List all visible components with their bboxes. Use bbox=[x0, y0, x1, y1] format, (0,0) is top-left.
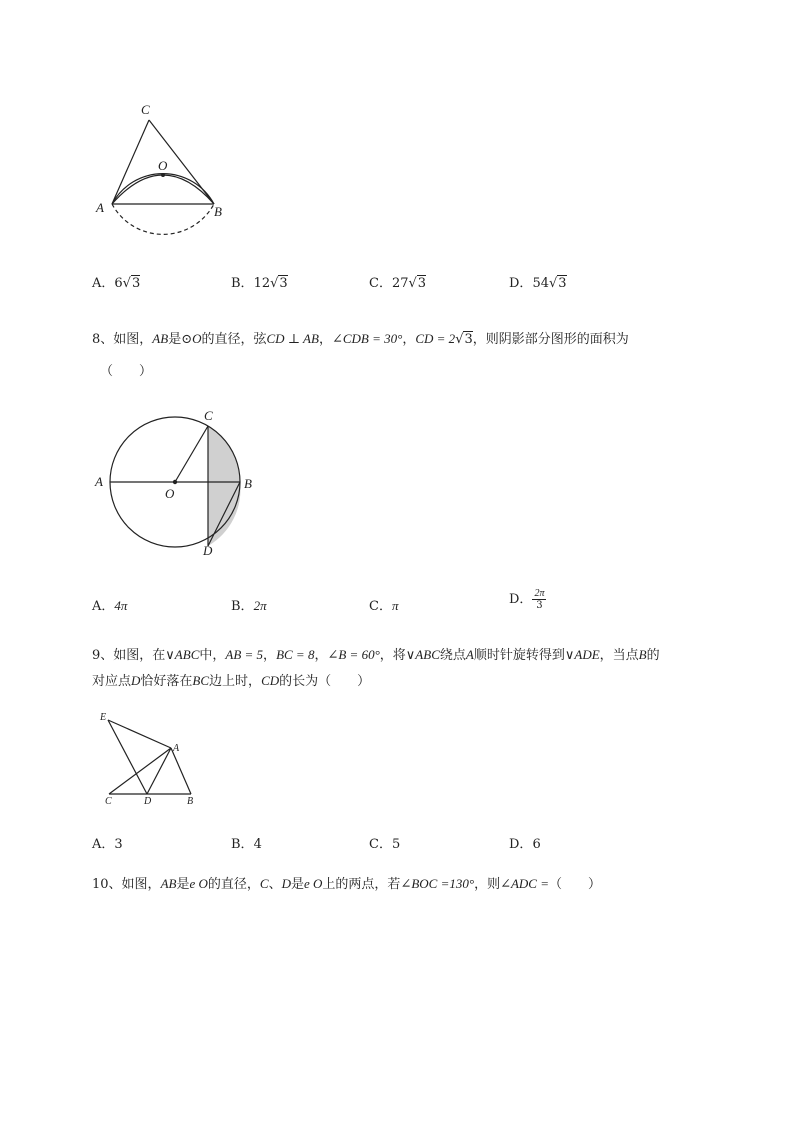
stem-text: 上的两点，若 bbox=[322, 877, 401, 892]
stem-text: 边上时， bbox=[209, 674, 262, 689]
q9-stem-line1 bbox=[92, 644, 660, 663]
sqrt-sign: √ bbox=[455, 332, 464, 347]
math-term: ∨ADE bbox=[564, 647, 600, 662]
math-term: A bbox=[465, 647, 474, 662]
stem-text: 绕点 bbox=[439, 648, 466, 663]
stem-text: 的直径， bbox=[207, 877, 260, 892]
center-point-o bbox=[173, 480, 177, 484]
option-value: 2π bbox=[253, 598, 267, 613]
label-c: C bbox=[204, 408, 213, 423]
option-value: 4π bbox=[114, 598, 128, 613]
stem-text: 是⊙ bbox=[168, 332, 193, 347]
stem-text: 如图， bbox=[113, 332, 153, 347]
math-term: AB bbox=[152, 331, 169, 346]
math-term: BC = 8 bbox=[276, 647, 315, 662]
shaded-region bbox=[208, 426, 240, 546]
q8-option-d[interactable] bbox=[509, 588, 546, 611]
option-letter: D． bbox=[509, 592, 533, 607]
stem-text: 是 bbox=[176, 877, 190, 892]
label-c: C bbox=[141, 102, 150, 117]
segment-ac bbox=[112, 120, 149, 204]
sqrt-radicand: 3 bbox=[279, 276, 288, 291]
sqrt-radicand: 3 bbox=[417, 276, 427, 291]
math-term: C bbox=[259, 876, 269, 891]
fraction bbox=[532, 588, 546, 611]
option-letter: C． bbox=[369, 599, 392, 614]
q8-option-a[interactable] bbox=[92, 595, 127, 614]
stem-text: ，则 bbox=[474, 877, 501, 892]
math-term: CD ⊥ AB bbox=[266, 331, 319, 346]
q7-option-d[interactable] bbox=[509, 272, 567, 291]
sqrt-sign: √ bbox=[122, 276, 131, 291]
q9-option-a[interactable] bbox=[92, 833, 123, 852]
stem-text: 恰好落在 bbox=[140, 674, 193, 689]
q9-option-d[interactable] bbox=[509, 833, 541, 852]
stem-text: 是 bbox=[290, 877, 304, 892]
option-letter: C． bbox=[369, 276, 392, 291]
stem-text: ， bbox=[402, 332, 416, 347]
option-letter: B． bbox=[231, 837, 254, 852]
circle-minor-arc-dashed bbox=[112, 204, 214, 234]
math-term: ∠CDB = 30° bbox=[331, 331, 403, 346]
math-term: D bbox=[131, 673, 141, 688]
option-letter: B． bbox=[231, 276, 254, 291]
label-d: D bbox=[144, 796, 152, 807]
label-e: E bbox=[100, 712, 107, 723]
stem-text: ，将 bbox=[379, 648, 406, 663]
segment-ca bbox=[109, 748, 171, 794]
label-b: B bbox=[244, 476, 252, 491]
q7-figure bbox=[92, 98, 242, 243]
stem-text: 如图，在 bbox=[113, 648, 166, 663]
question-number: 8、 bbox=[92, 332, 114, 347]
math-term: ∨ABC bbox=[405, 647, 440, 662]
folded-arc bbox=[112, 175, 214, 204]
option-letter: A． bbox=[92, 599, 115, 614]
math-term: AB = 5 bbox=[225, 647, 264, 662]
q9-option-c[interactable] bbox=[369, 833, 400, 852]
fraction-numerator: 2π bbox=[534, 588, 545, 599]
option-value: 4 bbox=[253, 837, 262, 852]
question-number: 10、 bbox=[92, 877, 122, 892]
option-letter: D． bbox=[509, 276, 533, 291]
option-letter: D． bbox=[509, 837, 533, 852]
segment-oc bbox=[175, 426, 208, 482]
label-a: A bbox=[96, 200, 104, 215]
segment-ea bbox=[108, 720, 171, 748]
option-coefficient: 6 bbox=[114, 276, 123, 291]
sqrt-radicand: 3 bbox=[558, 276, 567, 291]
q9-option-b[interactable] bbox=[231, 833, 262, 852]
stem-text: ，则阴影部分图形的面积为 bbox=[472, 332, 629, 347]
q8-option-b[interactable] bbox=[231, 595, 267, 614]
q9-stem-line2 bbox=[92, 670, 370, 689]
q7-option-c[interactable] bbox=[369, 272, 426, 291]
math-term: CD = 2 bbox=[415, 331, 456, 346]
option-letter: A． bbox=[92, 837, 115, 852]
math-term: CD bbox=[261, 673, 280, 688]
q8-answer-paren: （ ） bbox=[100, 364, 153, 379]
option-coefficient: 12 bbox=[253, 276, 271, 291]
segment-ab bbox=[171, 748, 191, 794]
sqrt-radicand: 3 bbox=[464, 332, 473, 347]
option-value: 3 bbox=[114, 837, 123, 852]
q8-stem bbox=[92, 328, 629, 347]
math-term: D bbox=[281, 876, 291, 891]
math-term: ∠BOC =130° bbox=[400, 876, 475, 891]
math-term: B bbox=[638, 647, 647, 662]
math-term: e O bbox=[189, 876, 208, 891]
label-a: A bbox=[173, 743, 180, 754]
question-number: 9、 bbox=[92, 648, 114, 663]
stem-text: ，当点 bbox=[599, 648, 639, 663]
option-value: π bbox=[391, 598, 399, 613]
stem-text: 的 bbox=[646, 648, 660, 663]
label-o: O bbox=[158, 158, 168, 173]
segment-da bbox=[147, 748, 171, 794]
q9-figure bbox=[95, 708, 210, 808]
option-coefficient: 54 bbox=[532, 276, 549, 291]
stem-text: ， bbox=[314, 648, 328, 663]
label-a: A bbox=[95, 474, 103, 489]
label-b: B bbox=[187, 796, 194, 807]
math-term: BC bbox=[192, 673, 210, 688]
q10-stem bbox=[92, 873, 601, 892]
stem-text: 、 bbox=[268, 877, 282, 892]
stem-text: ， bbox=[318, 332, 332, 347]
q8-figure bbox=[92, 404, 267, 559]
stem-text: 的直径，弦 bbox=[201, 332, 267, 347]
sqrt-sign: √ bbox=[548, 276, 558, 291]
math-term: AB bbox=[160, 876, 177, 891]
stem-text: 如图， bbox=[121, 877, 161, 892]
stem-text: 对应点 bbox=[92, 674, 132, 689]
math-term: O bbox=[192, 331, 202, 346]
label-o: O bbox=[165, 486, 175, 501]
q7-option-b[interactable] bbox=[231, 272, 288, 291]
math-term: ∠ADC = bbox=[500, 876, 549, 891]
stem-text: 顺时针旋转得到 bbox=[473, 648, 565, 663]
stem-text: ， bbox=[263, 648, 277, 663]
math-term: ∠B = 60° bbox=[327, 647, 380, 662]
q8-option-c[interactable] bbox=[369, 595, 398, 614]
stem-text: 的长为（ ） bbox=[279, 674, 371, 689]
option-value: 5 bbox=[391, 837, 401, 852]
segment-ed bbox=[108, 720, 147, 794]
option-coefficient: 27 bbox=[391, 276, 409, 291]
sqrt-sign: √ bbox=[270, 276, 279, 291]
option-value: 6 bbox=[532, 837, 541, 852]
math-term: ∨ABC bbox=[165, 647, 200, 662]
sqrt-radicand: 3 bbox=[131, 276, 141, 291]
math-term: e O bbox=[304, 876, 323, 891]
option-letter: C． bbox=[369, 837, 392, 852]
label-c: C bbox=[105, 796, 112, 807]
label-d: D bbox=[203, 543, 213, 558]
option-letter: B． bbox=[231, 599, 254, 614]
stem-text: 中， bbox=[199, 648, 226, 663]
fraction-denominator: 3 bbox=[536, 600, 543, 611]
label-b: B bbox=[214, 204, 222, 219]
option-letter: A． bbox=[92, 276, 115, 291]
stem-text: （ ） bbox=[549, 877, 602, 892]
q7-option-a[interactable] bbox=[92, 272, 140, 291]
center-point-o bbox=[161, 173, 165, 177]
sqrt-sign: √ bbox=[408, 276, 417, 291]
